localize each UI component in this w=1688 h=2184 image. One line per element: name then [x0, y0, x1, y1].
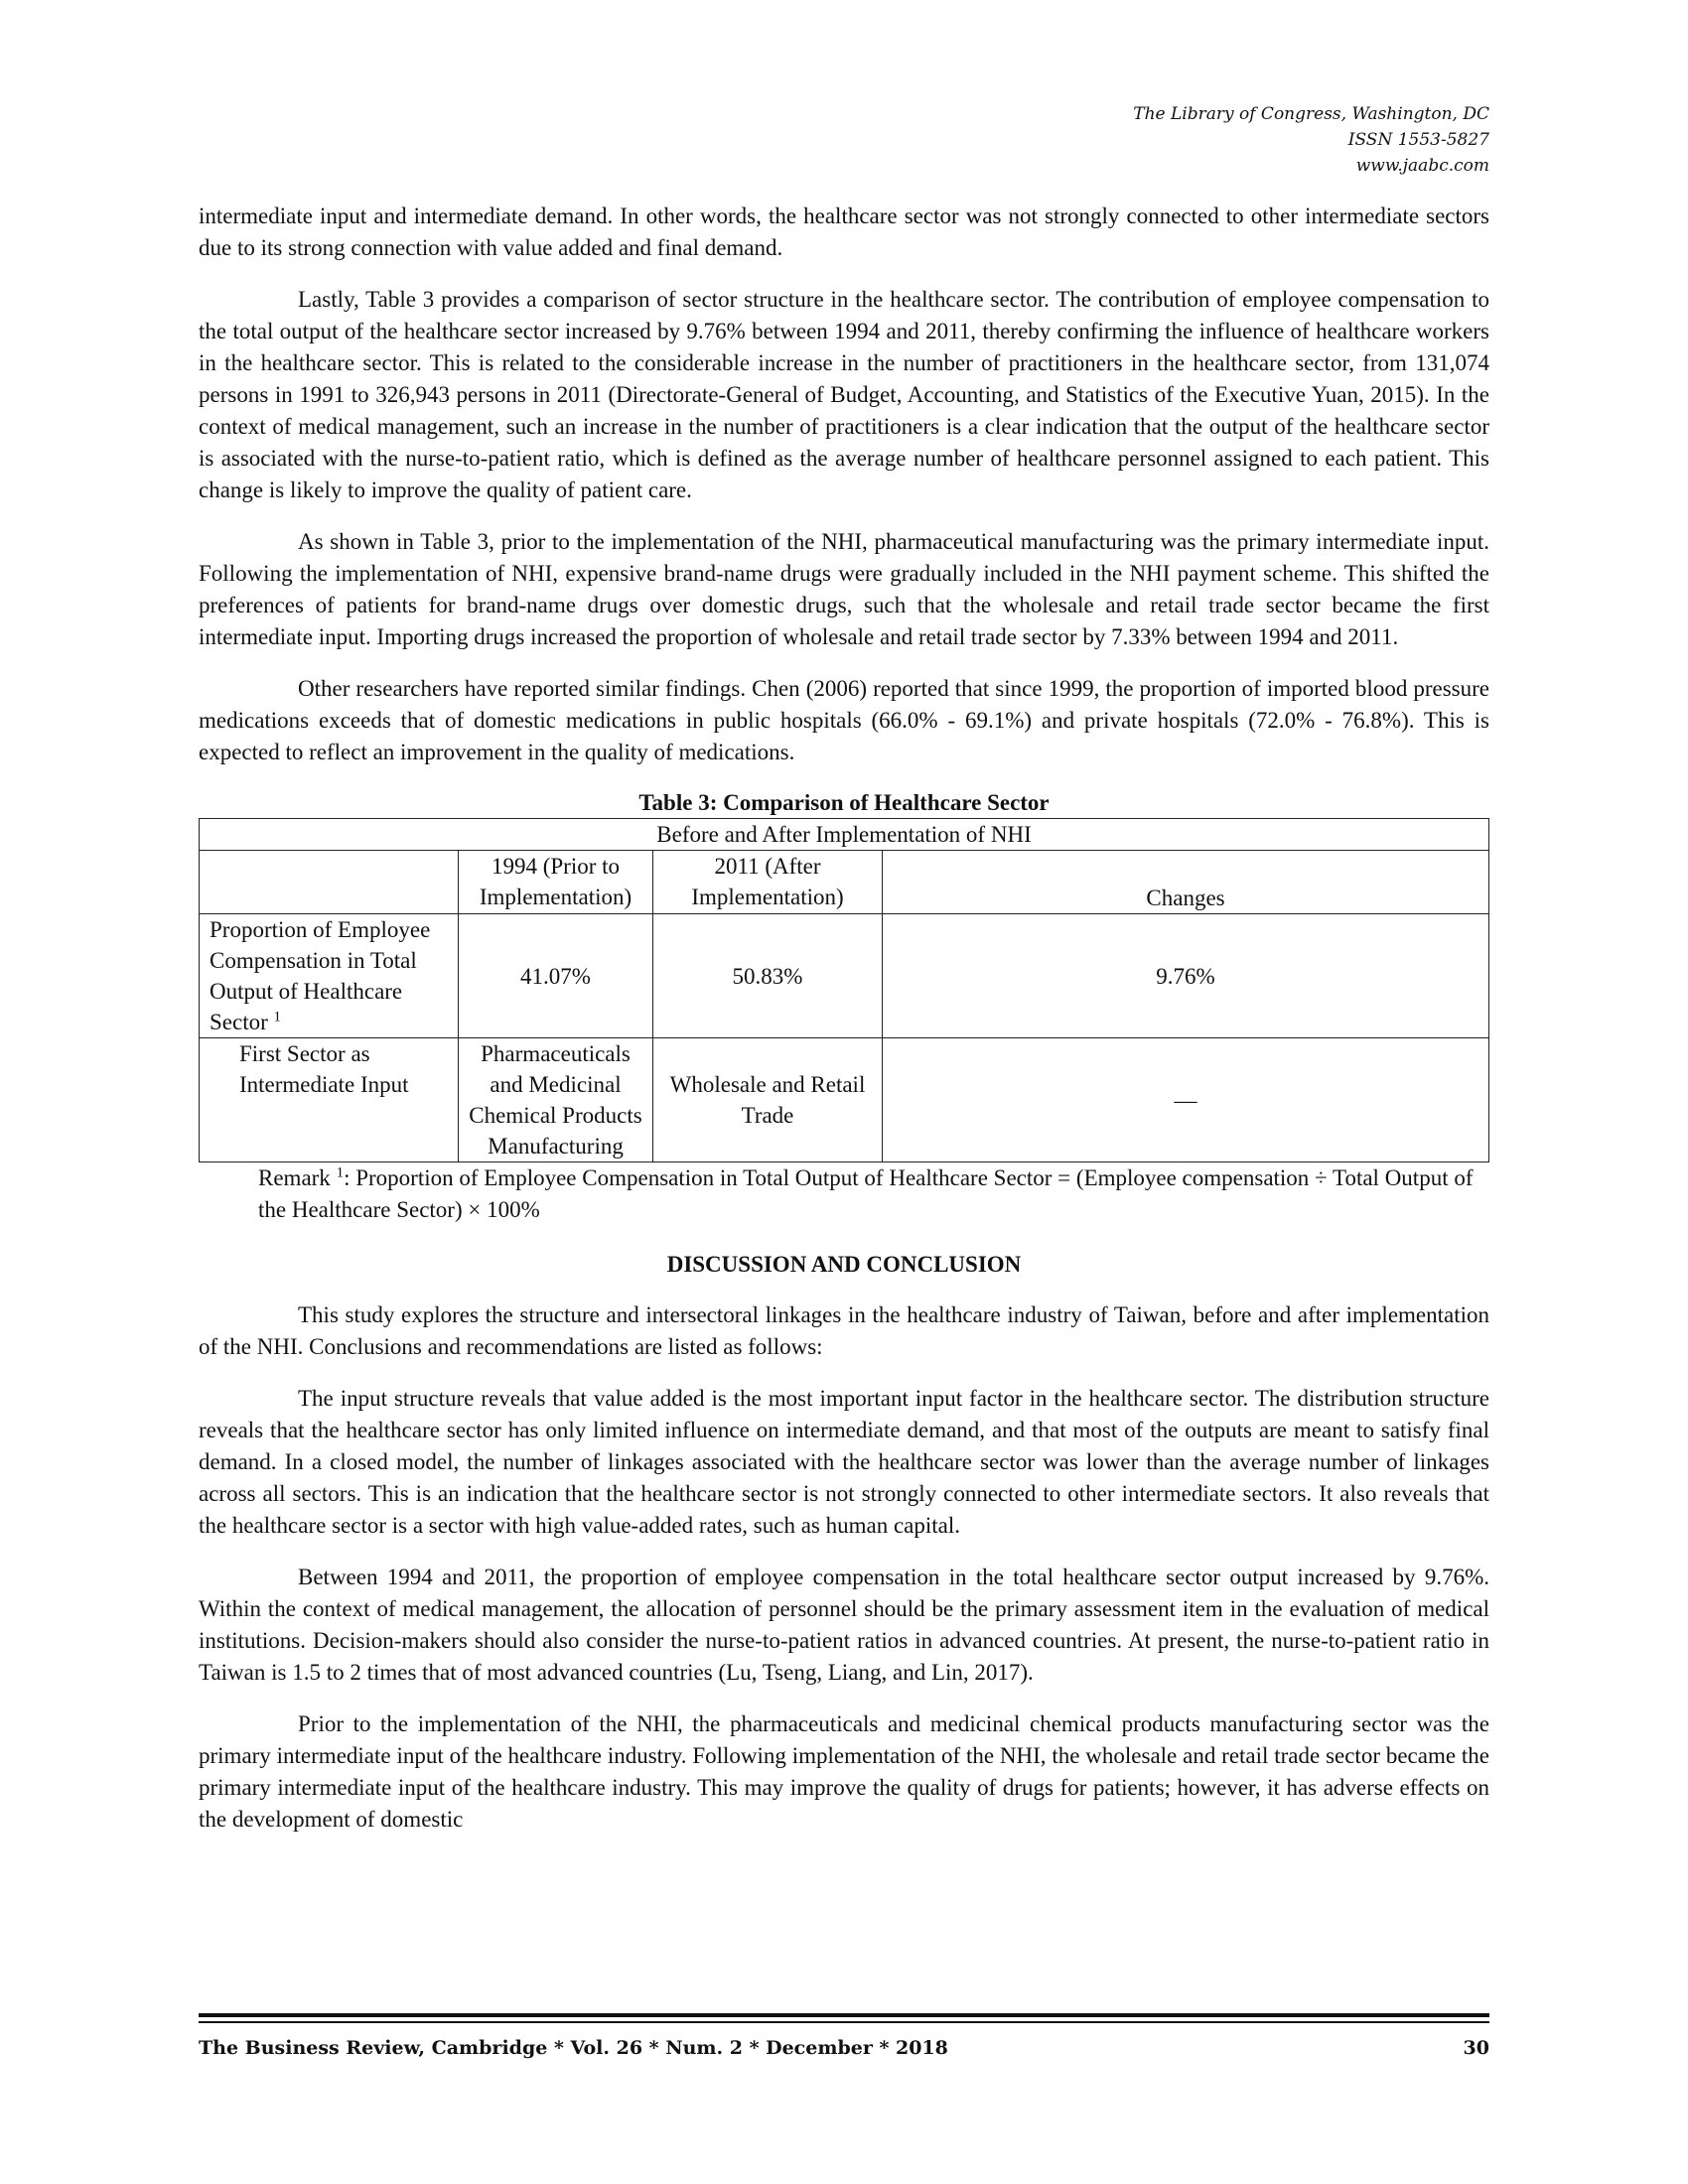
table-row-label-first-sector: First Sector as Intermediate Input — [200, 1038, 459, 1162]
table-row — [200, 1038, 1489, 1162]
table-title: Table 3: Comparison of Healthcare Sector — [638, 790, 1050, 815]
table-cell-2011-compensation: 50.83% — [653, 914, 883, 1038]
paragraph-intermediate-input: As shown in Table 3, prior to the implementation of the NHI, pharmaceutical manufacturing was the primary intermediate input. Following the implementation of NHI, expensive brand-name drugs were gradually included in the NHI payment scheme. This shifted the preferences of patients for brand-name drugs over domestic drugs, such that the wholesale and retail trade sector became the first intermediate input. Importing drugs increased the proportion of wholesale and retail trade sector by 7.33% between 1994 and 2011. — [199, 529, 1489, 649]
table-empty-header-cell — [200, 851, 459, 914]
table-header-changes: Changes — [883, 851, 1489, 914]
remark-prefix: Remark — [258, 1165, 331, 1190]
paragraph-study-overview: This study explores the structure and intersectoral linkages in the healthcare industry of Taiwan, before and after implementation of the NHI. Conclusions and recommendations are listed as follows: — [199, 1302, 1489, 1359]
paragraph-employee-compensation: Lastly, Table 3 provides a comparison of sector structure in the healthcare sector. The contribution of employee compensation to the total output of the healthcare sector increased by 9.76% between 1994 and 2011, thereby confirming the influence of healthcare workers in the healthcare sector. This is related to the considerable increase in the number of practitioners in the healthcare sector, from 131,074 persons in 1991 to 326,943 persons in 2011 (Directorate-General of Budget, Accounting, and Statistics of the Executive Yuan, 2015). In the context of medical management, such an increase in the number of practitioners is a clear indication that the output of the healthcare sector is associated with the nurse-to-patient ratio, which is defined as the average number of healthcare personnel assigned to each patient. This change is likely to improve the quality of patient care. — [199, 287, 1489, 502]
table-column-header-row — [200, 851, 1489, 914]
paragraph-continuation: intermediate input and intermediate demand. In other words, the healthcare sector was not strongly connected to other intermediate sectors due to its strong connection with value added and final demand. — [199, 204, 1489, 260]
table-span-header-row — [200, 819, 1489, 851]
header-line-website: www.jaabc.com — [1355, 156, 1489, 176]
paragraph-employee-compensation-conclusion: Between 1994 and 2011, the proportion of employee compensation in the total healthcare sector output increased by 9.76%. Within the context of medical management, the allocation of personnel should be the primary assessment item in the evaluation of medical institutions. Decision-makers should also consider the nurse-to-patient ratios in advanced countries. At present, the nurse-to-patient ratio in Taiwan is 1.5 to 2 times that of most advanced countries (Lu, Tseng, Liang, and Lin, 2017). — [199, 1565, 1489, 1685]
page-number: 30 — [1463, 2037, 1489, 2059]
table-cell-2011-first-sector: Wholesale and Retail Trade — [653, 1038, 883, 1162]
footnote-marker: 1 — [273, 1009, 282, 1025]
table-cell-changes-compensation: 9.76% — [883, 914, 1489, 1038]
table-span-header: Before and After Implementation of NHI — [200, 819, 1489, 851]
table-remark — [258, 1162, 1489, 1226]
remark-text: : Proportion of Employee Compensation in Total Output of Healthcare Sector = (Employee compensation ÷ Total Output of the Healthcare Sector) × 100% — [258, 1165, 1474, 1222]
footer-journal-citation: The Business Review, Cambridge * Vol. 26 * Num. 2 * December * 2018 — [199, 2037, 948, 2059]
table-row-label-employee-compensation — [200, 914, 459, 1038]
table-row — [200, 914, 1489, 1038]
paragraph-nhi-intermediate-input: Prior to the implementation of the NHI, the pharmaceuticals and medicinal chemical products manufacturing sector was the primary intermediate input of the healthcare industry. Following implementation of the NHI, the wholesale and retail trade sector became the primary intermediate input of the healthcare industry. This may improve the quality of drugs for patients; however, it has adverse effects on the development of domestic — [199, 1711, 1489, 1832]
remark-footnote-marker: 1 — [336, 1164, 345, 1181]
row-label-text: Proportion of Employee Compensation in Total Output of Healthcare Sector — [210, 917, 431, 1034]
footer-rule-thin — [199, 2021, 1489, 2023]
page-content — [199, 201, 1489, 1855]
footer-rule-thick — [199, 2013, 1489, 2017]
comparison-table — [199, 818, 1489, 1162]
header-line-library: The Library of Congress, Washington, DC — [1133, 104, 1489, 124]
table-header-2011: 2011 (After Implementation) — [653, 851, 883, 914]
table-cell-1994-first-sector: Pharmaceuticals and Medicinal Chemical Products Manufacturing — [459, 1038, 653, 1162]
table-header-1994: 1994 (Prior to Implementation) — [459, 851, 653, 914]
section-heading: DISCUSSION AND CONCLUSION — [666, 1252, 1022, 1277]
running-header — [1133, 101, 1489, 179]
paragraph-similar-findings: Other researchers have reported similar findings. Chen (2006) reported that since 1999, the proportion of imported blood pressure medications exceeds that of domestic medications in public hospitals (66.0% - 69.1%) and private hospitals (72.0% - 76.8%). This is expected to reflect an improvement in the quality of medications. — [199, 676, 1489, 764]
header-line-issn: ISSN 1553-5827 — [1347, 130, 1489, 150]
paragraph-input-structure: The input structure reveals that value added is the most important input factor in the healthcare sector. The distribution structure reveals that the healthcare sector has only limited influence on intermediate demand, and that most of the outputs are meant to satisfy final demand. In a closed model, the number of linkages associated with the healthcare sector was lower than the average number of linkages across all sectors. This is an indication that the healthcare sector is not strongly connected to other intermediate sectors. It also reveals that the healthcare sector is a sector with high value-added rates, such as human capital. — [199, 1386, 1489, 1538]
table-cell-changes-first-sector: — — [883, 1038, 1489, 1162]
table-cell-1994-compensation: 41.07% — [459, 914, 653, 1038]
